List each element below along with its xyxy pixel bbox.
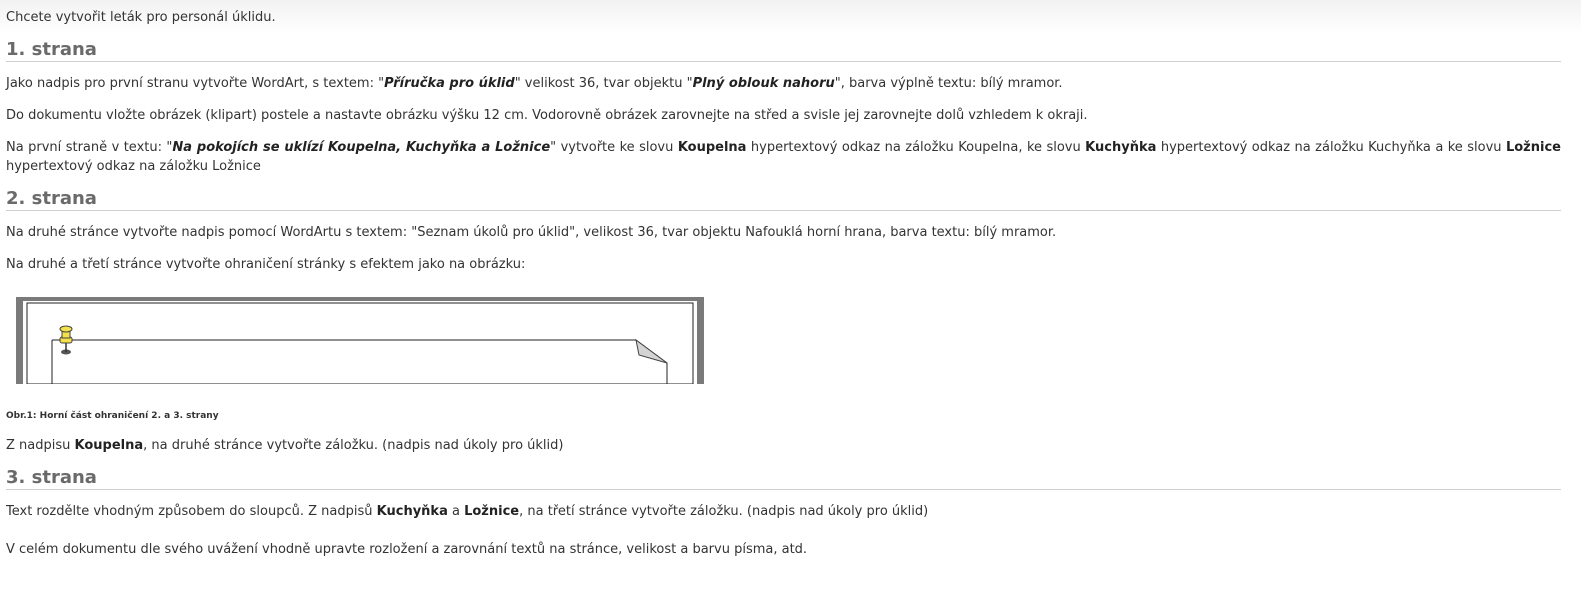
section-heading-3: 3. strana <box>6 467 1561 490</box>
bold-koupelna: Koupelna <box>74 438 144 453</box>
text-run: , na třetí stránce vytvořte záložku. (nadpis nad úkoly pro úklid) <box>519 504 929 519</box>
section3-paragraph-layout: V celém dokumentu dle svého uvážení vhodně upravte rozložení a zarovnání textů na stránce, velikost a barvu písma, atd. <box>6 542 808 557</box>
document-content <box>6 0 1561 559</box>
text-run: Jako nadpis pro první stranu vytvořte WordArt, s textem: " <box>6 76 385 91</box>
emphasis-shape: Plný oblouk nahoru <box>692 76 835 91</box>
text-run: hypertextový odkaz na záložku Kuchyňka a ke slovu <box>1156 140 1506 155</box>
bold-loznice: Ložnice <box>464 504 520 519</box>
section-heading-2: 2. strana <box>6 188 1561 211</box>
text-run: hypertextový odkaz na záložku Koupelna, ke slovu <box>746 140 1086 155</box>
text-run: " vytvořte ke slovu <box>550 140 678 155</box>
section1-paragraph-clipart: Do dokumentu vložte obrázek (klipart) postele a nastavte obrázku výšku 12 cm. Vodorovně obrázek zarovnejte na střed a svisle jej zarovnejte dolů vzhledem k okraji. <box>6 108 1088 123</box>
section2-paragraph-border: Na druhé a třetí stránce vytvořte ohraničení stránky s efektem jako na obrázku: <box>6 257 526 272</box>
text-run: , na druhé stránce vytvořte záložku. (nadpis nad úkoly pro úklid) <box>143 438 564 453</box>
text-run: Text rozdělte vhodným způsobem do sloupců. Z nadpisů <box>6 504 377 519</box>
bold-kuchynka: Kuchyňka <box>376 504 448 519</box>
figure-caption: Obr.1: Horní část ohraničení 2. a 3. strany <box>6 411 219 421</box>
section3-paragraph-columns <box>6 502 1561 521</box>
pushpin-page-border-illustration <box>16 297 704 384</box>
bold-loznice: Ložnice <box>1505 140 1561 155</box>
emphasis-quote: Na pokojích se uklízí Koupelna, Kuchyňka a Ložnice <box>172 140 551 155</box>
emphasis-title: Příručka pro úklid <box>384 76 515 91</box>
bold-koupelna: Koupelna <box>677 140 747 155</box>
section1-paragraph-links <box>6 138 1561 176</box>
intro-text: Chcete vytvořit leták pro personál úklidu. <box>6 10 276 25</box>
text-run: a <box>447 504 465 519</box>
section-heading-1: 1. strana <box>6 39 1561 62</box>
section1-paragraph-wordart <box>6 74 1561 93</box>
text-run: Z nadpisu <box>6 438 75 453</box>
bold-kuchynka: Kuchyňka <box>1085 140 1157 155</box>
section2-paragraph-wordart: Na druhé stránce vytvořte nadpis pomocí WordArtu s textem: "Seznam úkolů pro úklid", velikost 36, tvar objektu Nafouklá horní hrana, barva textu: bílý mramor. <box>6 225 1057 240</box>
text-run: ", barva výplně textu: bílý mramor. <box>834 76 1063 91</box>
text-run: " velikost 36, tvar objektu " <box>514 76 693 91</box>
page-border-figure <box>16 297 704 384</box>
section2-paragraph-bookmark <box>6 436 1561 455</box>
text-run: Na první straně v textu: " <box>6 140 173 155</box>
text-run: hypertextový odkaz na záložku Ložnice <box>6 159 261 174</box>
